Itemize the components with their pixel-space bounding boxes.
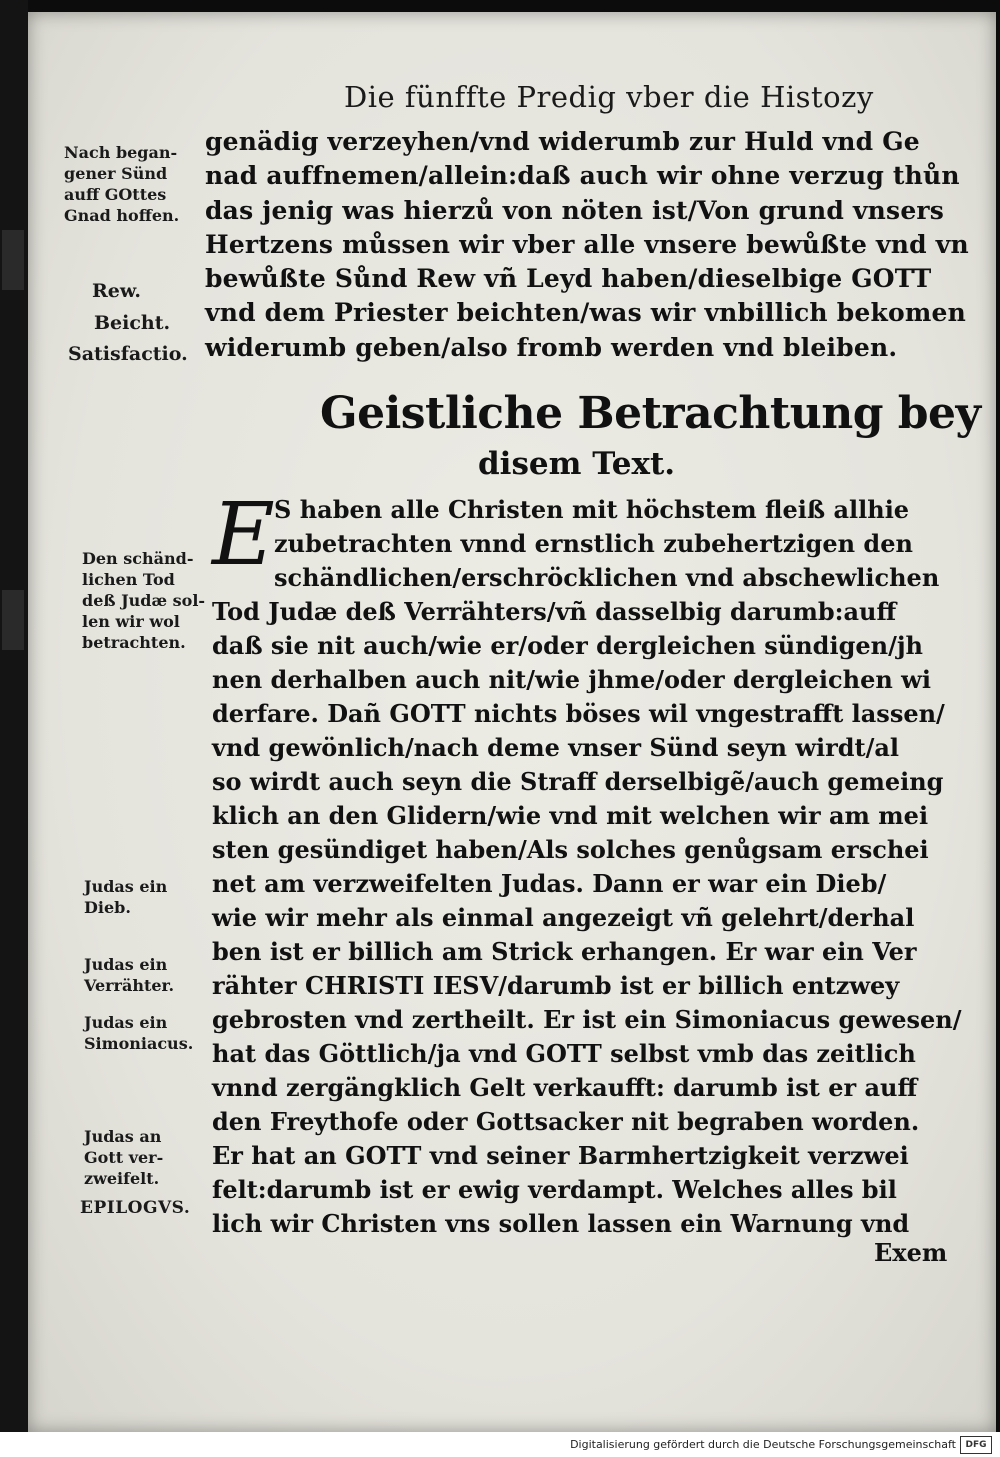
text-line: felt:darumb ist er ewig verdampt. Welches alles bil <box>212 1175 897 1204</box>
sidenote-judas-verraehter <box>84 954 174 996</box>
sidenote-line: Judas ein <box>84 877 168 896</box>
sidenote-satisfactio: Satisfactio. <box>68 343 188 365</box>
catchword: Exem <box>874 1238 948 1267</box>
scan-edge-mark <box>2 230 24 290</box>
text-line: lich wir Christen vns sollen lassen ein Warnung vnd <box>212 1209 910 1238</box>
sidenote-judas-simoniacus <box>84 1012 193 1054</box>
text-line: sten gesündiget haben/Als solches genůgsam erschei <box>212 835 929 864</box>
text-line: S haben alle Christen mit höchstem fleiß allhie <box>274 495 910 524</box>
top-paragraph <box>205 125 969 365</box>
sidenote-rew: Rew. <box>92 280 141 302</box>
text-line: hat das Göttlich/ja vnd GOTT selbst vmb das zeitlich <box>212 1039 916 1068</box>
text-line: net am verzweifelten Judas. Dann er war ein Dieb/ <box>212 869 887 898</box>
body-paragraph <box>212 485 962 1241</box>
sidenote-line: gener Sünd <box>64 164 168 183</box>
sidenote-line: Nach began- <box>64 143 178 162</box>
text-line: vnd dem Priester beichten/was wir vnbillich bekomen <box>205 298 967 328</box>
section-subheading: disem Text. <box>478 446 676 482</box>
text-line: den Freythofe oder Gottsacker nit begraben worden. <box>212 1107 920 1136</box>
sidenote-judas-verzweifelt <box>84 1126 163 1189</box>
sidenote-line: Dieb. <box>84 898 131 917</box>
text-line: schändlichen/erschröcklichen vnd abschewlichen <box>274 563 940 592</box>
sidenote-line: deß Judæ sol- <box>82 591 206 610</box>
text-line: nad auffnemen/allein:daß auch wir ohne verzug thůn <box>205 161 960 191</box>
sidenote-judas-death <box>82 548 205 653</box>
sidenote-line: betrachten. <box>82 633 186 652</box>
sidenote-line: Judas ein <box>84 1013 168 1032</box>
sidenote-line: len wir wol <box>82 612 180 631</box>
sidenote-line: lichen Tod <box>82 570 175 589</box>
text-line: zubetrachten vnnd ernstlich zubehertzigen den <box>274 529 913 558</box>
text-line: genädig verzeyhen/vnd widerumb zur Huld vnd Ge <box>205 127 920 156</box>
text-line: Hertzens můssen wir vber alle vnsere bewůßte vnd vn <box>205 229 969 259</box>
sidenote-line: Gnad hoffen. <box>64 206 180 225</box>
sidenote-penance <box>64 142 179 226</box>
scan-edge-mark <box>2 590 24 650</box>
text-line: vnnd zergängklich Gelt verkaufft: darumb ist er auff <box>212 1073 918 1102</box>
text-line: gebrosten vnd zertheilt. Er ist ein Simoniacus gewesen/ <box>212 1005 962 1034</box>
footer-credit: Digitalisierung gefördert durch die Deutsche Forschungsgemeinschaft <box>570 1438 956 1451</box>
sidenote-line: Judas an <box>84 1127 162 1146</box>
sidenote-line: Simoniacus. <box>84 1034 194 1053</box>
text-line: derfare. Dañ GOTT nichts böses wil vngestrafft lassen/ <box>212 699 945 728</box>
sidenote-line: Gott ver- <box>84 1148 164 1167</box>
sidenote-beicht: Beicht. <box>94 312 171 334</box>
text-line: klich an den Glidern/wie vnd mit welchen wir am mei <box>212 801 929 830</box>
sidenote-line: Den schänd- <box>82 549 194 568</box>
sidenote-line: Verrähter. <box>84 976 175 995</box>
running-head: Die fünffte Predig vber die Histozy <box>344 80 874 114</box>
text-line: nen derhalben auch nit/wie jhme/oder dergleichen wi <box>212 665 931 694</box>
text-line: widerumb geben/also fromb werden vnd bleiben. <box>205 332 898 362</box>
text-line: ben ist er billich am Strick erhangen. Er war ein Ver <box>212 937 917 966</box>
text-line: daß sie nit auch/wie er/oder dergleichen sündigen/jh <box>212 631 923 660</box>
drop-capital: E <box>212 485 275 585</box>
text-line: wie wir mehr als einmal angezeigt vñ gelehrt/derhal <box>212 903 915 932</box>
text-line: so wirdt auch seyn die Straff derselbigẽ/auch gemeing <box>212 767 944 796</box>
scan-left-edge <box>0 0 28 1432</box>
sidenote-judas-dieb <box>84 876 167 918</box>
sidenote-epilogus: EPILOGVS. <box>80 1198 191 1218</box>
text-line: bewůßte Sůnd Rew vñ Leyd haben/dieselbige GOTT <box>205 264 932 294</box>
footer-bar <box>0 1432 1000 1457</box>
text-line: Er hat an GOTT vnd seiner Barmhertzigkeit verzwei <box>212 1141 909 1170</box>
sidenote-line: zweifelt. <box>84 1169 160 1188</box>
text-line: das jenig was hierzů von nöten ist/Von grund vnsers <box>205 195 945 225</box>
text-line: vnd gewönlich/nach deme vnser Sünd seyn wirdt/al <box>212 733 900 762</box>
sidenote-line: auff GOttes <box>64 185 167 204</box>
text-line: Tod Judæ deß Verrähters/vñ dasselbig darumb:auff <box>212 597 897 626</box>
dfg-logo: DFG <box>960 1436 992 1454</box>
text-line: rähter CHRISTI IESV/darumb ist er billich entzwey <box>212 971 900 1000</box>
sidenote-line: Judas ein <box>84 955 168 974</box>
section-heading: Geistliche Betrachtung bey <box>320 388 981 439</box>
